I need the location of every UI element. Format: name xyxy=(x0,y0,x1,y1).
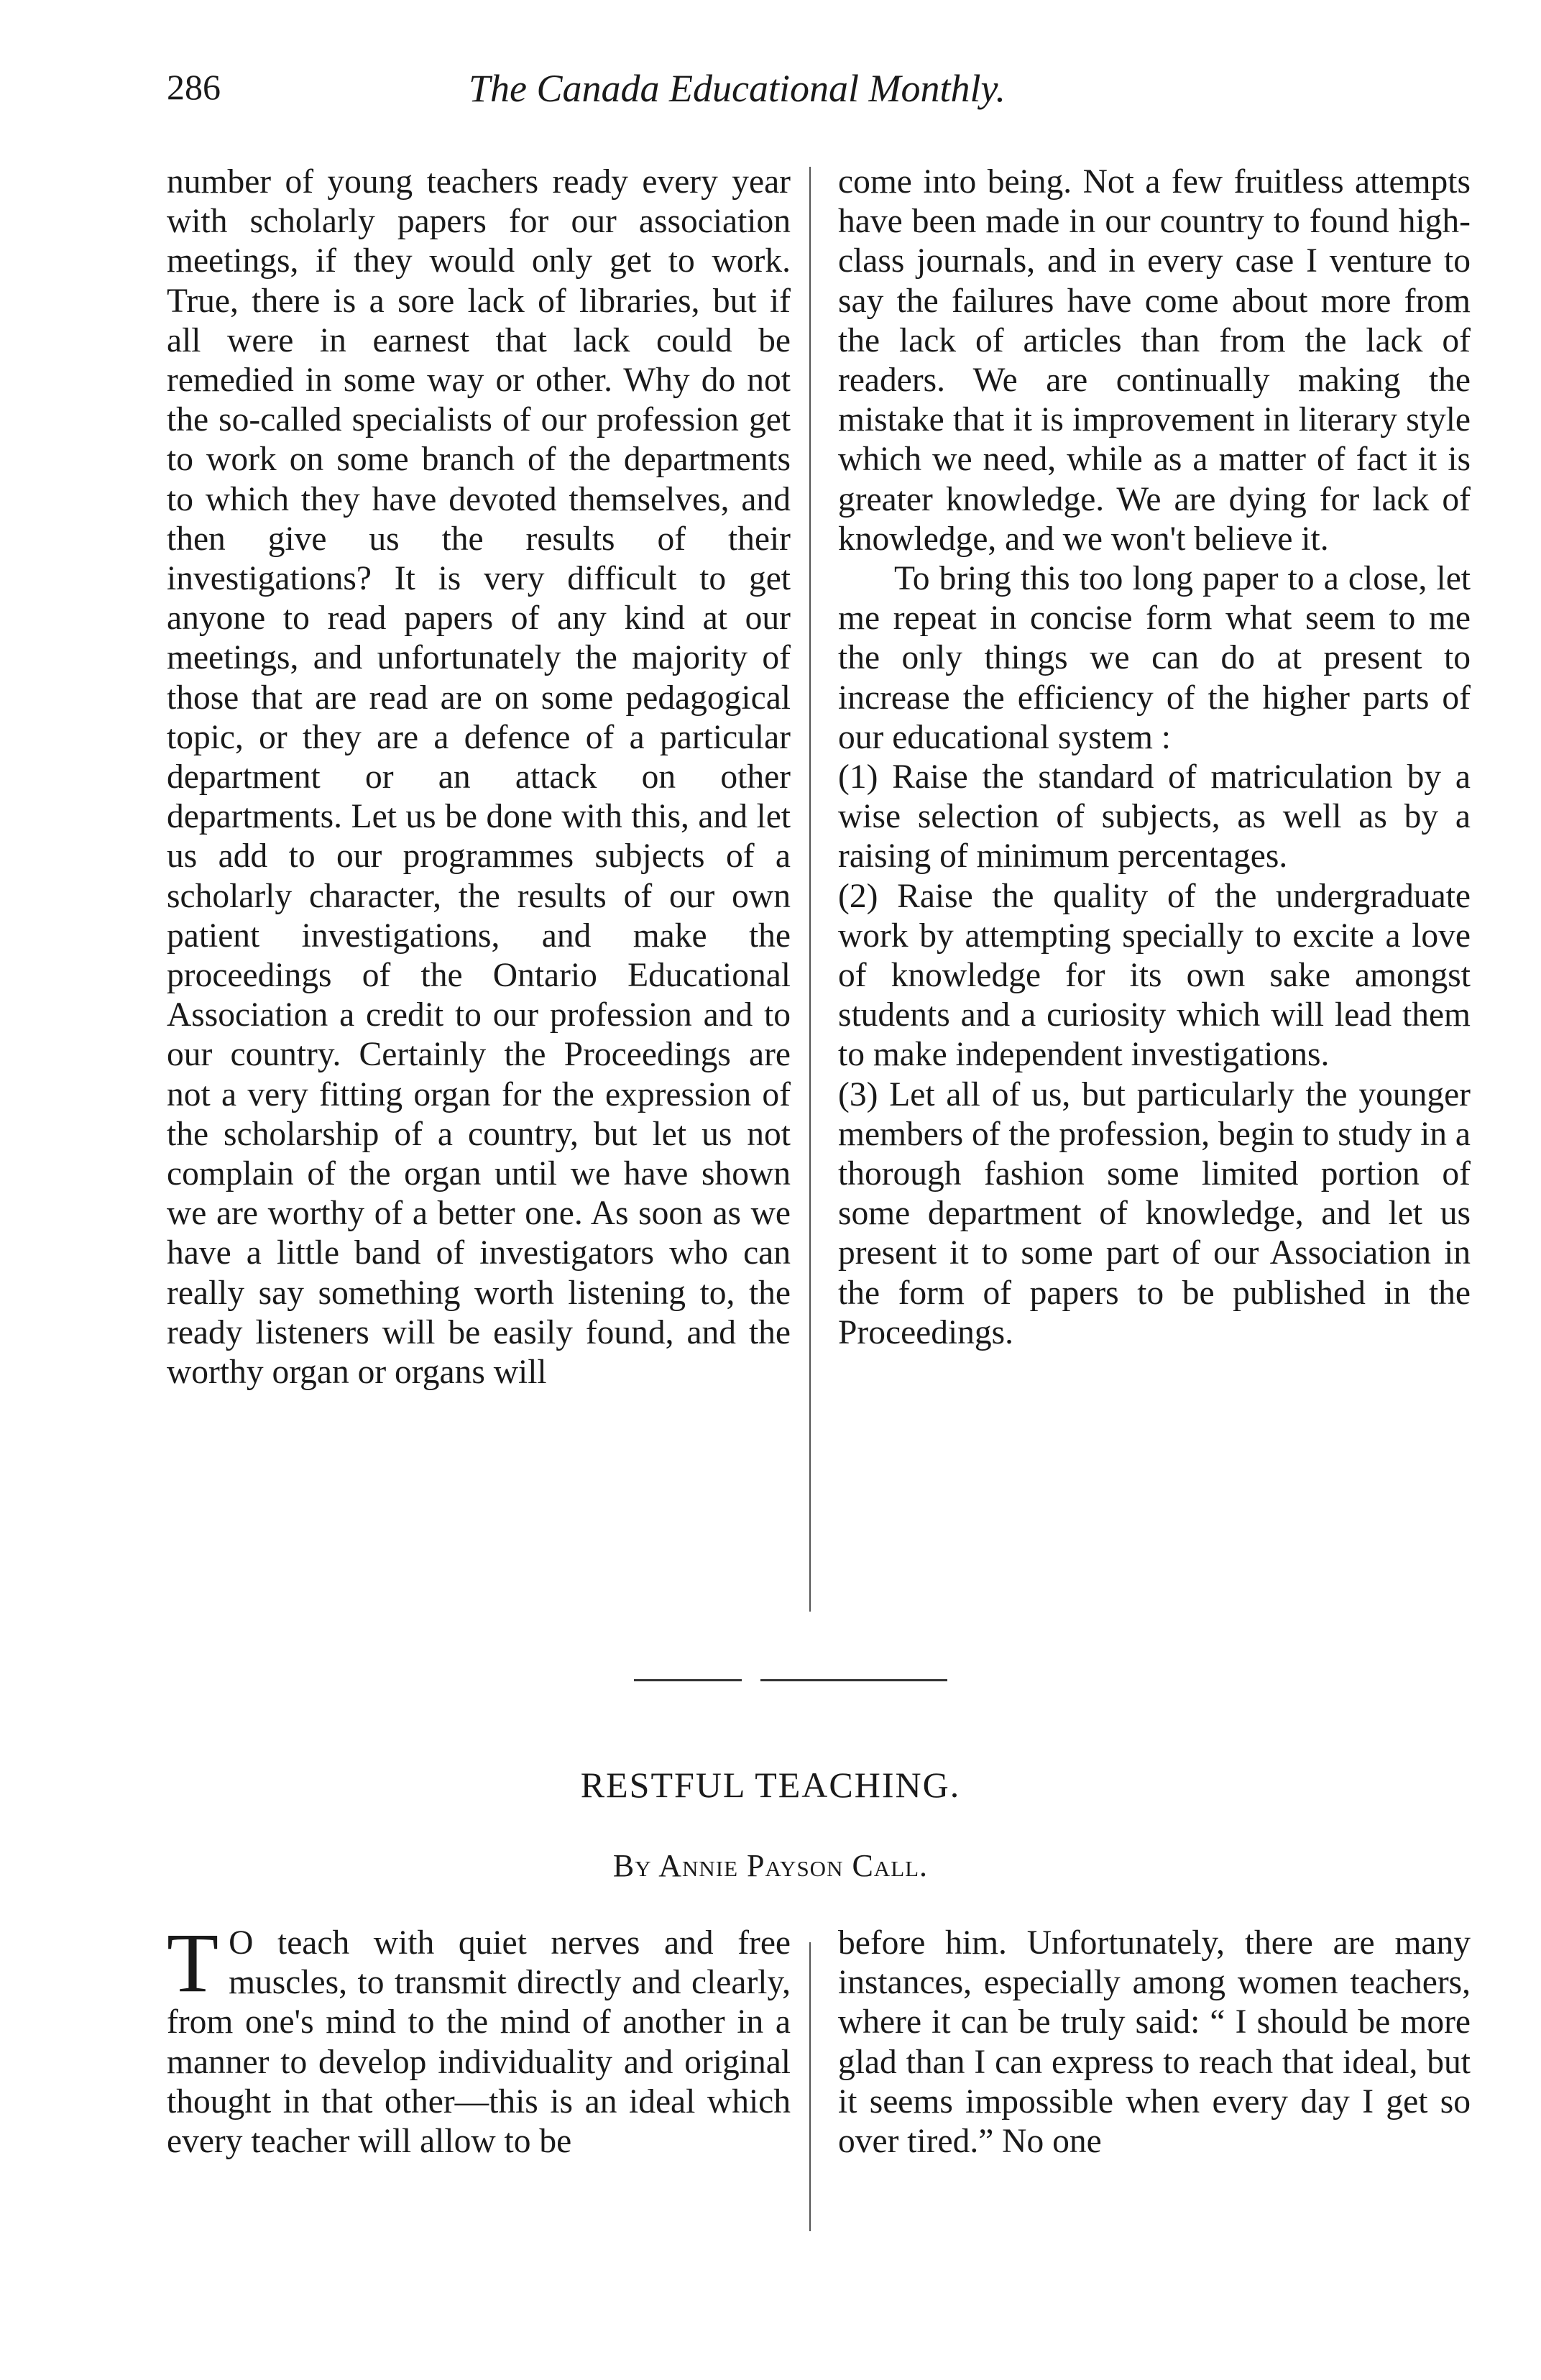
summary-intro-paragraph: To bring this too long paper to a close, let me repeat in concise form what seem to me the only things we can do at present to increase the efficiency of the higher parts of our educational system : xyxy=(838,560,1471,756)
list-item-1: (1) Raise the standard of matriculation by a wise selection of subjects, as well as by a raising of minimum percentages. xyxy=(838,758,1471,876)
article-left-text: O teach with quiet nerves and free muscles, to transmit directly and clearly, from one's mind to the mind of another in a manner to develop individuality and original thought in that other—this is an ideal which every teacher will allow to be xyxy=(167,1924,791,2161)
left-column-paragraph: number of young teachers ready every year with scholarly papers for our association meetings, if they would only get to work. True, there is a sore lack of libraries, but if all were in earnest that lack could be remedied in some way or other. Why do not the so-called specialists of our profession get to work on some branch of the departments to which they have devoted themselves, and then give us the results of their investigations? It is very difficult to get anyone to read papers of any kind at our meetings, and unfortunately the majority of those that are read are on some pedagogical topic, or they are a defence of a particular department or an attack on other departments. Let us be done with this, and let us add to our programmes subjects of a scholarly character, the results of our own patient investigations, and make the proceedings of the Ontario Educational Association a credit to our profession and to our country. Certainly the Proceedings are not a very fitting organ for the expression of the scholarship of a country, but let us not complain of the organ until we have shown we are worthy of a better one. As soon as we have a little band of investigators who can really say something worth listening to, the ready listeners will be easily found, and the worthy organ or organs will xyxy=(167,163,791,1392)
article-right-text: before him. Unfortunately, there are many instances, especially among women teachers, where it can be truly said: “ I should be more glad than I can express to reach that ideal, but it seems impossible when every day I get so over tired.” No one xyxy=(838,1924,1471,2161)
running-head xyxy=(167,66,1468,124)
column-divider-bottom xyxy=(809,1942,811,2231)
section-separator-long xyxy=(760,1679,947,1681)
column-divider-top xyxy=(809,167,811,1612)
right-column-top xyxy=(838,162,1471,1353)
article-byline: By Annie Payson Call. xyxy=(612,1848,929,1883)
section-separator-short xyxy=(634,1679,742,1681)
article-title: RESTFUL TEACHING. xyxy=(580,1765,961,1805)
right-column-continuation: come into being. Not a few fruitless attempts have been made in our country to found high-class journals, and in every case I venture to say the failures have come about more from the lack of articles than from the lack of readers. We are continually making the mistake that it is improvement in literary style which we need, while as a matter of fact it is greater knowledge. We are dying for lack of knowledge, and we won't believe it. xyxy=(838,163,1471,558)
left-column-top xyxy=(167,162,791,1392)
list-item-2: (2) Raise the quality of the undergraduate work by attempting specially to excite a love of knowledge for its own sake amongst students and a curiosity which will lead them to make independent investigations. xyxy=(838,877,1471,1074)
journal-title: The Canada Educational Monthly. xyxy=(469,67,1006,110)
article-right-column xyxy=(838,1924,1471,2161)
list-item-3: (3) Let all of us, but particularly the younger members of the profession, begin to study in a thorough fashion some limited portion of some department of knowledge, and let us present it to some part of our Association in the form of papers to be published in the Proceedings. xyxy=(838,1075,1471,1351)
article-left-column xyxy=(167,1916,791,2161)
drop-cap: T xyxy=(167,1916,219,2010)
page-number: 286 xyxy=(167,67,221,107)
